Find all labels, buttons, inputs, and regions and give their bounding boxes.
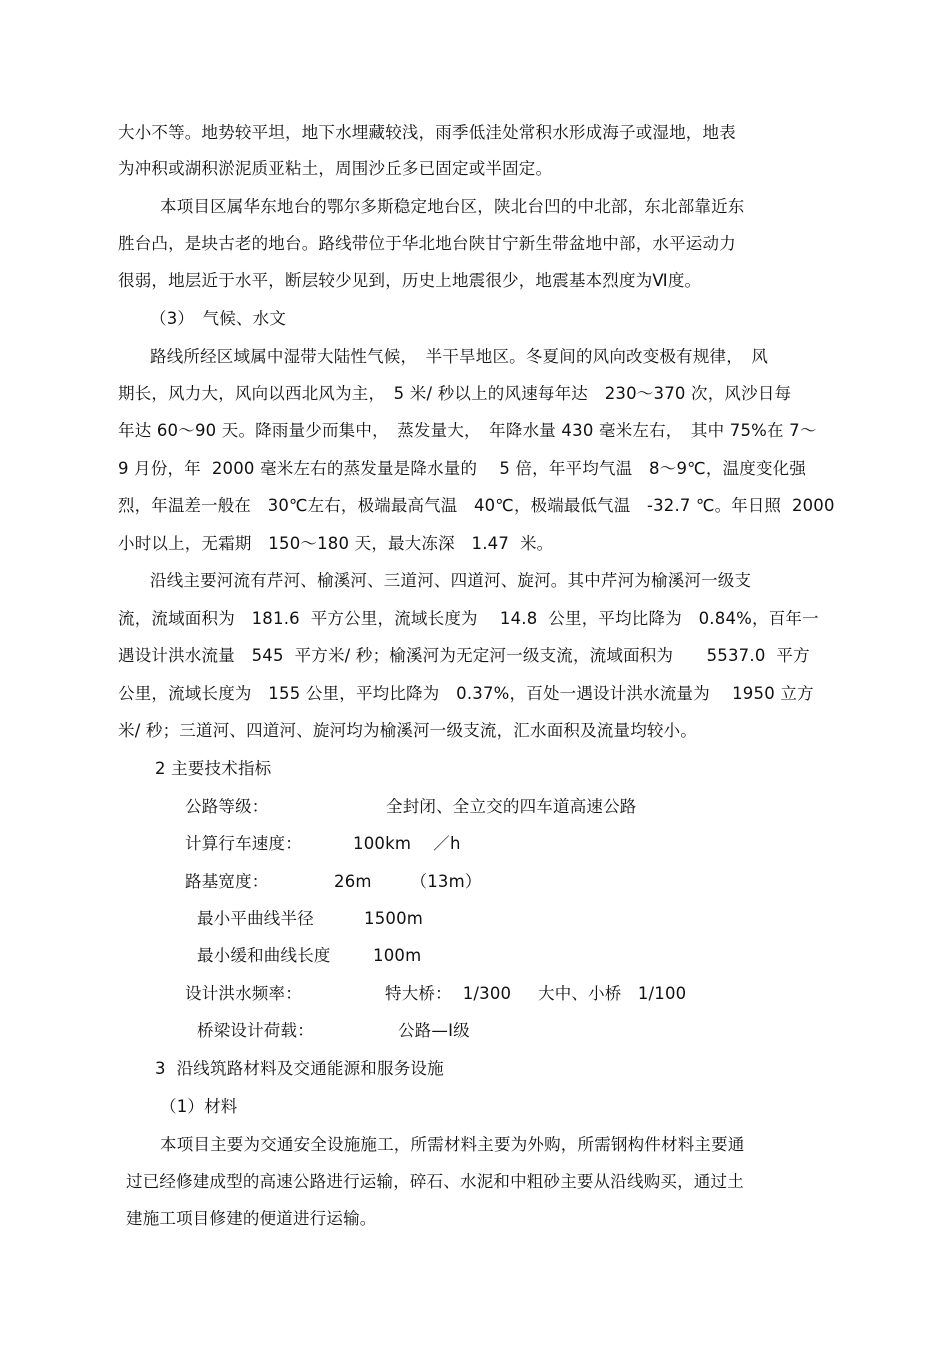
indicator-label: 路基宽度： xyxy=(185,872,269,891)
text-line: 流，流域面积为 181.6 平方公里，流域长度为 14.8 公里，平均比降为 0.84%，百年一 xyxy=(118,609,819,628)
text-line: 9 月份，年 2000 毫米左右的蒸发量是降水量的 5 倍，年平均气温 8～9℃，温度变化强 xyxy=(118,459,807,478)
indicator-value: 大中、小桥 1/100 xyxy=(538,984,687,1003)
indicator-label: 桥梁设计荷载： xyxy=(197,1021,314,1040)
indicator-label: 计算行车速度： xyxy=(185,834,302,853)
indicator-label: 最小缓和曲线长度 xyxy=(197,946,331,965)
indicator-value: 公路—Ⅰ级 xyxy=(398,1021,470,1040)
section-heading: （3） 气候、水文 xyxy=(150,309,287,328)
indicator-value: 100km ／h xyxy=(353,834,461,853)
indicator-value: 26m （13m） xyxy=(334,872,482,891)
text-line: 很弱，地层近于水平，断层较少见到，历史上地震很少，地震基本烈度为Ⅵ度。 xyxy=(118,271,702,290)
indicator-label: 最小平曲线半径 xyxy=(197,909,314,928)
subsection-heading: （1）材料 xyxy=(160,1097,238,1116)
text-line: 为冲积或湖积淤泥质亚粘土，周围沙丘多已固定或半固定。 xyxy=(118,159,553,178)
indicator-value: 100m xyxy=(373,946,422,965)
indicator-label: 公路等级： xyxy=(185,797,269,816)
text-line: 路线所经区域属中湿带大陆性气候， 半干旱地区。冬夏间的风向改变极有规律， 风 xyxy=(150,347,769,366)
text-line: 烈，年温差一般在 30℃左右，极端最高气温 40℃，极端最低气温 -32.7 ℃。年日照 2000 xyxy=(118,496,835,515)
text-line: 大小不等。地势较平坦，地下水埋藏较浅，雨季低洼处常积水形成海子或湿地，地表 xyxy=(118,123,736,142)
text-line: 遇设计洪水流量 545 平方米/ 秒；榆溪河为无定河一级支流，流域面积为 5537.0 平方 xyxy=(118,646,810,665)
text-line: 期长，风力大，风向以西北风为主， 5 米/ 秒以上的风速每年达 230～370 次，风沙日每 xyxy=(118,384,792,403)
text-line: 过已经修建成型的高速公路进行运输，碎石、水泥和中粗砂主要从沿线购买，通过土 xyxy=(126,1172,744,1191)
section-heading: 3 沿线筑路材料及交通能源和服务设施 xyxy=(155,1059,444,1078)
text-line: 胜台凸，是块古老的地台。路线带位于华北地台陕甘宁新生带盆地中部，水平运动力 xyxy=(118,234,736,253)
indicator-value: 特大桥： 1/300 xyxy=(385,984,512,1003)
indicator-label: 设计洪水频率： xyxy=(185,984,302,1003)
text-line: 沿线主要河流有芹河、榆溪河、三道河、四道河、旋河。其中芹河为榆溪河一级支 xyxy=(150,571,752,590)
text-line: 年达 60～90 天。降雨量少而集中， 蒸发量大， 年降水量 430 毫米左右， 其中 75%在 7～ xyxy=(118,421,817,440)
section-heading: 2 主要技术指标 xyxy=(155,759,272,778)
text-line: 小时以上，无霜期 150～180 天，最大冻深 1.47 米。 xyxy=(118,534,554,553)
text-line: 本项目区属华东地台的鄂尔多斯稳定地台区，陕北台凹的中北部，东北部靠近东 xyxy=(160,197,745,216)
indicator-value: 全封闭、全立交的四车道高速公路 xyxy=(386,797,637,816)
indicator-value: 1500m xyxy=(364,909,424,928)
text-line: 建施工项目修建的便道进行运输。 xyxy=(126,1209,377,1228)
text-line: 米/ 秒；三道河、四道河、旋河均为榆溪河一级支流，汇水面积及流量均较小。 xyxy=(118,721,698,740)
text-line: 公里，流域长度为 155 公里，平均比降为 0.37%，百处一遇设计洪水流量为 1950 立方 xyxy=(118,684,814,703)
text-line: 本项目主要为交通安全设施施工，所需材料主要为外购，所需钢构件材料主要通 xyxy=(160,1135,745,1154)
